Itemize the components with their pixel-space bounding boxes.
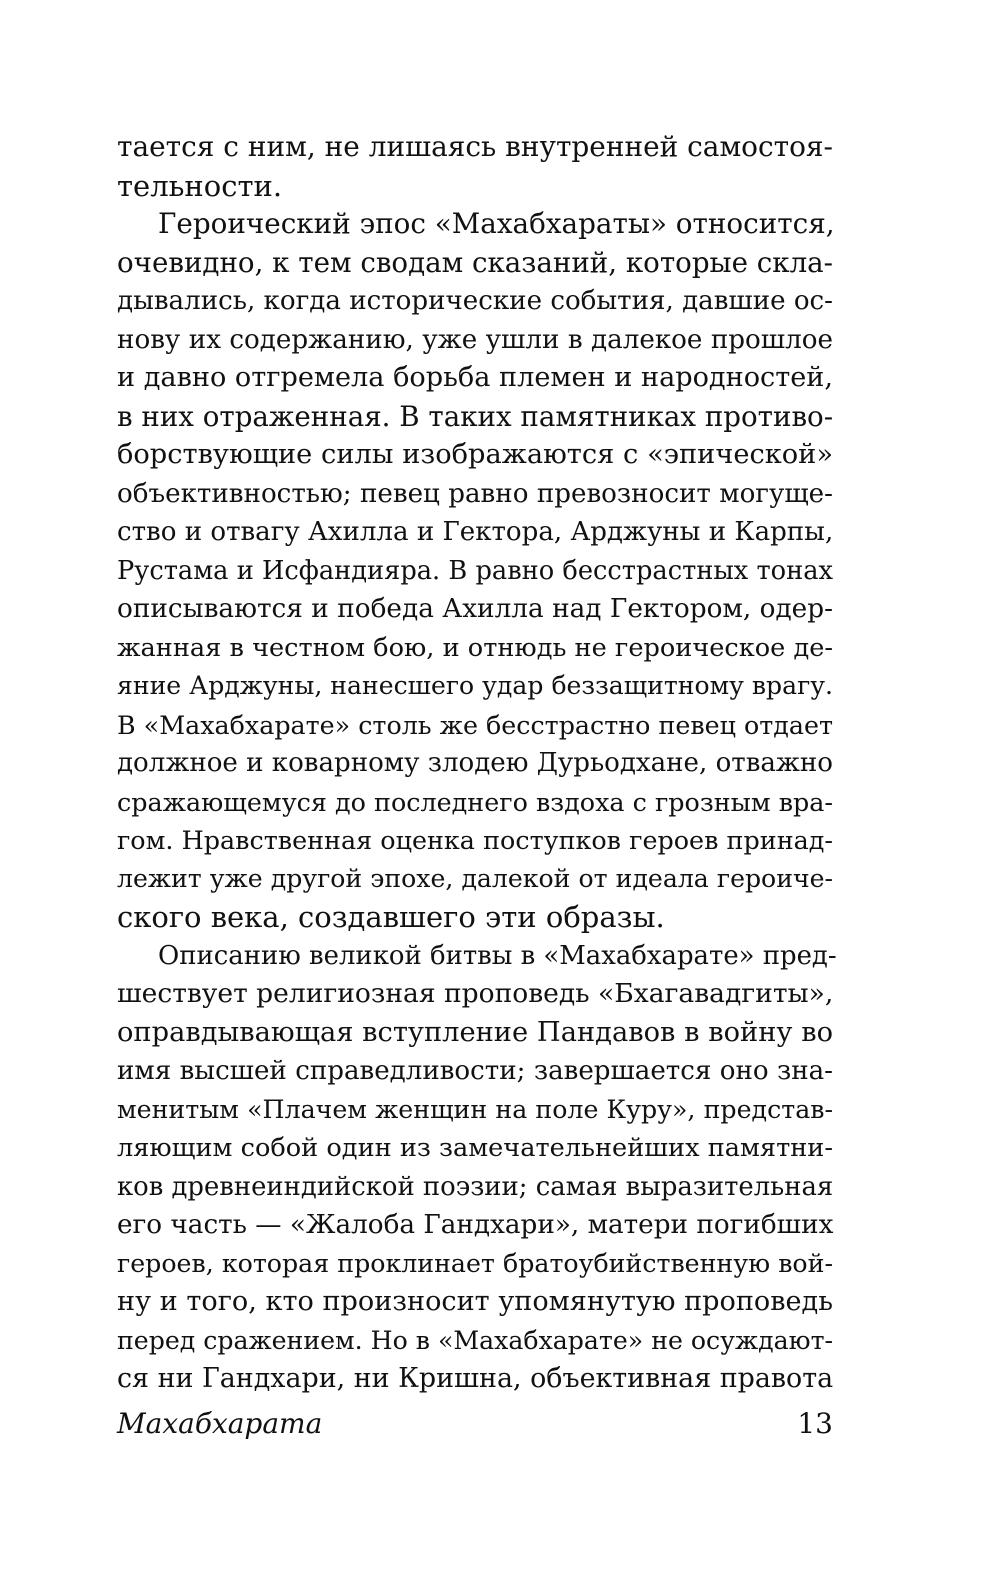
page-number: 13 [797,1407,833,1440]
text-line: тается с ним, не лишаясь внутренней самостоя- [117,130,833,163]
text-line: ляющим собой один из замечательнейших памятни- [117,1133,833,1163]
text-line: Описанию великой битвы в «Махабхарате» пред- [158,940,837,971]
text-line: шествует религиозная проповедь «Бхагавадгиты», [117,978,834,1009]
text-line: ну и того, кто произносит упомянутую проповедь [117,1286,833,1317]
text-line: борствующие силы изображаются с «эпической» [117,439,833,470]
text-line: должное и коварному злодею Дурьодхане, отважно [117,748,833,778]
paragraph-2 [117,205,833,937]
text-line: ского века, создавшего эти образы. [117,900,665,934]
text-line: имя высшей справедливости; завершается оно зна- [117,1056,833,1086]
text-line: гом. Нравственная оценка поступков героев принад- [117,825,833,855]
text-line: в них отраженная. В таких памятниках противо- [117,399,834,433]
text-line: тельности. [117,168,283,203]
text-line: описываются и победа Ахилла над Гектором, одер- [117,594,833,624]
text-line: объективностью; певец равно превозносит могуще- [117,478,833,509]
paragraph-3 [117,937,837,1399]
text-line: ство и отвагу Ахилла и Гектора, Арджуны и Карпы, [117,517,834,547]
text-line: яние Арджуны, нанесшего удар беззащитному врагу. [117,671,833,700]
paragraph-1 [117,128,833,205]
text-line: оправдывающая вступление Пандавов в войну во [117,1016,833,1048]
text-line: ков древнеиндийской поэзии; самая выразительная [117,1171,834,1202]
text-line: В «Махабхарате» столь же бесстрастно певец отдает [117,709,833,740]
text-line: и давно отгремела борьба племен и народностей, [117,362,833,393]
text-line: его часть — «Жалоба Гандхари», матери погибших [117,1210,834,1240]
page-footer [117,1404,833,1444]
text-line: очевидно, к тем сводам сказаний, которые скла- [117,245,834,279]
text-line: ся ни Гандхари, ни Кришна, объективная правота [117,1363,834,1394]
text-line: менитым «Плачем женщин на поле Куру», представ- [117,1094,833,1124]
text-line: нову их содержанию, уже ушли в далекое прошлое [117,324,833,355]
text-line: Героический эпос «Махабхараты» относится, [158,207,835,240]
text-line: Рустама и Исфандияра. В равно бесстрастных тонах [117,555,833,586]
text-line: перед сражением. Но в «Махабхарате» не осуждают- [117,1325,834,1355]
page-body [117,128,837,1399]
text-line: дывались, когда исторические события, давшие ос- [117,286,834,316]
text-line: лежит уже другой эпохе, далекой от идеала героиче- [117,863,833,893]
text-line: героев, которая проклинает братоубийственную вой- [117,1248,833,1278]
text-line: жанная в честном бою, и отнюдь не героическое де- [117,632,833,663]
running-title: Махабхарата [117,1407,323,1440]
text-line: сражающемуся до последнего вздоха с грозным вра- [117,786,833,817]
